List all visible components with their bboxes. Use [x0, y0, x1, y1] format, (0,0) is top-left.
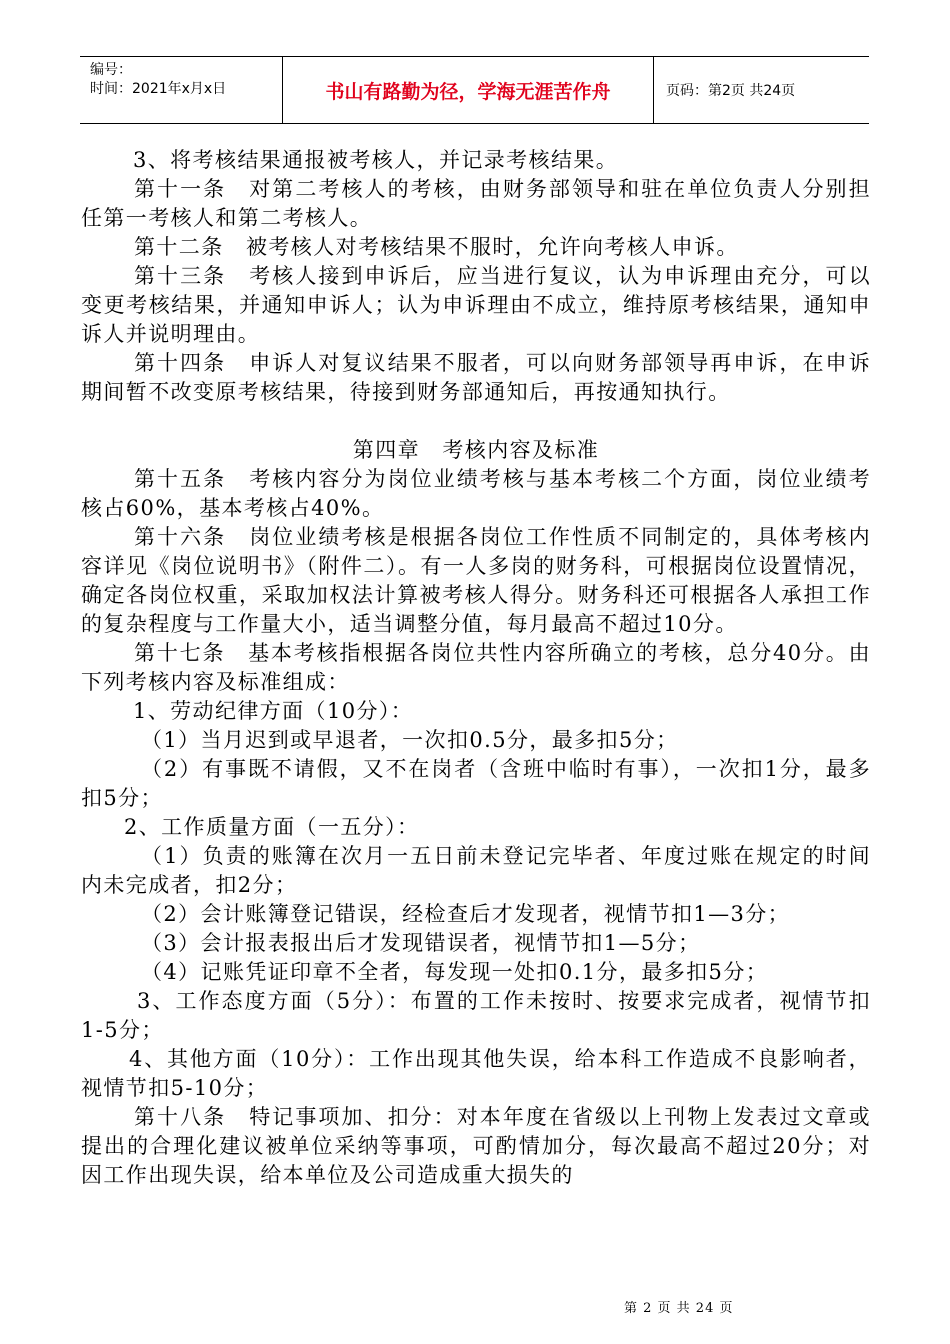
- page-header: [80, 56, 869, 124]
- header-motto: 书山有路勤为径，学海无涯苦作舟: [282, 57, 654, 123]
- paragraph: 第十五条 考核内容分为岗位业绩考核与基本考核二个方面，岗位业绩考核占60%，基本考核占40%。: [81, 467, 871, 520]
- paragraph: 第十一条 对第二考核人的考核，由财务部领导和驻在单位负责人分别担任第一考核人和第二考核人。: [81, 177, 871, 230]
- document-number-label: 编号：: [90, 62, 132, 78]
- paragraph: 第十二条 被考核人对考核结果不服时，允许向考核人申诉。: [134, 235, 739, 259]
- paragraph: 第十七条 基本考核指根据各岗位共性内容所确立的考核，总分40分。由下列考核内容及标准组成：: [81, 641, 871, 694]
- paragraph: 第十六条 岗位业绩考核是根据各岗位工作性质不同制定的，具体考核内容详见《岗位说明书》（附件二）。有一人多岗的财务科，可根据岗位设置情况，确定各岗位权重，采取加权法计算被考核人得分。财务科还可根据各人承担工作的复杂程度与工作量大小，适当调整分值，每月最高不超过10分。: [81, 525, 871, 636]
- list-item: （1）当月迟到或早退者，一次扣0.5分，最多扣5分；: [141, 728, 679, 752]
- list-item: （3）会计报表报出后才发现错误者，视情节扣1—5分；: [141, 931, 701, 955]
- page-footer: 第 2 页 共 24 页: [624, 1301, 734, 1316]
- list-item: （2）有事既不请假，又不在岗者（含班中临时有事），一次扣1分，最多扣5分；: [81, 757, 871, 810]
- list-item: 1、劳动纪律方面（10分）：: [133, 699, 414, 723]
- header-page-info: 页码：第2页 共24页: [666, 83, 796, 99]
- document-body: [81, 146, 871, 1190]
- paragraph: 第十八条 特记事项加、扣分：对本年度在省级以上刊物上发表过文章或提出的合理化建议被单位采纳等事项，可酌情加分，每次最高不超过20分；对因工作出现失误，给本单位及公司造成重大损失的: [81, 1105, 871, 1187]
- list-item: （1）负责的账簿在次月一五日前未登记完毕者、年度过账在规定的时间内未完成者，扣2分；: [81, 844, 871, 897]
- list-item: （4）记账凭证印章不全者，每发现一处扣0.1分，最多扣5分；: [141, 960, 769, 984]
- list-item: （2）会计账簿登记错误，经检查后才发现者，视情节扣1—3分；: [141, 902, 791, 926]
- list-item: 2、工作质量方面（一五分）：: [124, 815, 420, 839]
- header-meta: [80, 57, 282, 123]
- chapter-heading: 第四章 考核内容及标准: [352, 438, 600, 462]
- paragraph: 第十三条 考核人接到申诉后，应当进行复议，认为申诉理由充分，可以变更考核结果，并通知申诉人；认为申诉理由不成立，维持原考核结果，通知申诉人并说明理由。: [81, 264, 871, 346]
- paragraph: 第十四条 申诉人对复议结果不服者，可以向财务部领导再申诉，在申诉期间暂不改变原考核结果，待接到财务部通知后，再按通知执行。: [81, 351, 871, 404]
- paragraph: 3、将考核结果通报被考核人，并记录考核结果。: [133, 148, 619, 172]
- list-item: 4、其他方面（10分）：工作出现其他失误，给本科工作造成不良影响者，视情节扣5-10分；: [81, 1047, 871, 1100]
- document-time-label: 时间：2021年x月x日: [90, 81, 227, 97]
- list-item: 3、工作态度方面（5分）：布置的工作未按时、按要求完成者，视情节扣1-5分；: [81, 989, 871, 1042]
